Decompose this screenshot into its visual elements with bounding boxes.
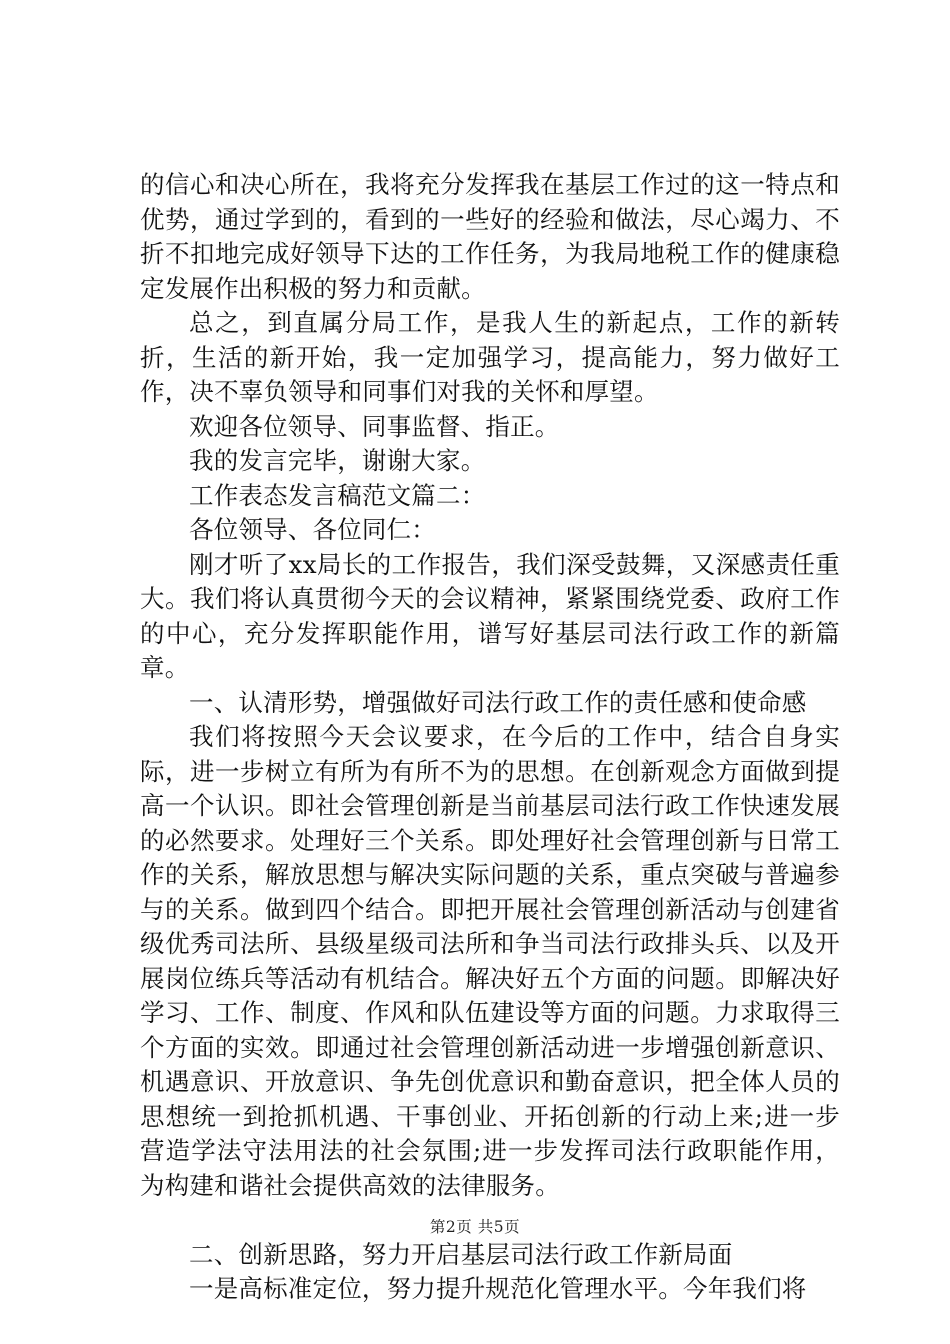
paragraph-continuation: 的信心和决心所在，我将充分发挥我在基层工作过的这一特点和优势，通过学到的，看到的一些好的经验和做法，尽心竭力、不折不扣地完成好领导下达的工作任务，为我局地税工作的健康稳定发展作出积极的努力和贡献。 (140, 170, 840, 303)
paragraph-point-two-body: 一是高标准定位，努力提升规范化管理水平。今年我们将 (189, 1274, 807, 1303)
section-heading-part-two: 工作表态发言稿范文篇二： (189, 480, 486, 510)
document-body (140, 168, 840, 1307)
salutation: 各位领导、各位同仁： (189, 515, 436, 544)
heading-point-two: 二、创新思路，努力开启基层司法行政工作新局面 (189, 1239, 733, 1269)
heading-point-one: 一、认清形势，增强做好司法行政工作的责任感和使命感 (189, 687, 807, 717)
paragraph-point-one-body: 我们将按照今天会议要求，在今后的工作中，结合自身实际，进一步树立有所为有所不为的思想。在创新观念方面做到提高一个认识。即社会管理创新是当前基层司法行政工作快速发展的必然要求。处理好三个关系。即处理好社会管理创新与日常工作的关系，解放思想与解决实际问题的关系，重点突破与普遍参与的关系。做到四个结合。即把开展社会管理创新活动与创建省级优秀司法所、县级星级司法所和争当司法行政排头兵、以及开展岗位练兵等活动有机结合。解决好五个方面的问题。即解决好学习、工作、制度、作风和队伍建设等方面的问题。力求取得三个方面的实效。即通过社会管理创新活动进一步增强创新意识、机遇意识、开放意识、争先创优意识和勤奋意识，把全体人员的思想统一到抢抓机遇、干事创业、开拓创新的行动上来;进一步营造学法守法用法的社会氛围;进一步发挥司法行政职能作用，为构建和谐社会提供高效的法律服务。 (140, 722, 840, 1200)
paragraph-closing: 我的发言完毕，谢谢大家。 (189, 446, 486, 475)
paragraph-intro: 刚才听了xx局长的工作报告，我们深受鼓舞，又深感责任重大。我们将认真贯彻今天的会议精神，紧紧围绕党委、政府工作的中心，充分发挥职能作用，谱写好基层司法行政工作的新篇章。 (140, 549, 840, 682)
paragraph-welcome: 欢迎各位领导、同事监督、指正。 (189, 411, 560, 441)
paragraph-conclusion: 总之，到直属分局工作，是我人生的新起点，工作的新转折，生活的新开始，我一定加强学习，提高能力，努力做好工作，决不辜负领导和同事们对我的关怀和厚望。 (140, 308, 840, 406)
page-number-footer: 第2页 共5页 (429, 1218, 521, 1236)
